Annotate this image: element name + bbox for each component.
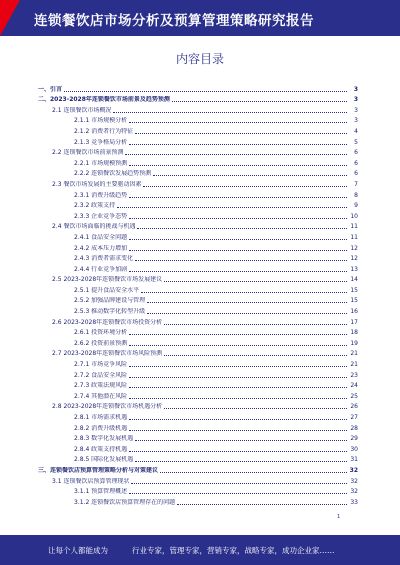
- toc-entry-title: 2.8.2 消费升级机遇: [74, 424, 128, 432]
- toc-entry-page: 24: [350, 382, 358, 390]
- toc-entry-title: 2.1.2 消费者行为特征: [74, 127, 134, 135]
- toc-entry-title: 2.3.3 企业竞争态势: [74, 212, 128, 220]
- toc-leader-dots: [129, 376, 347, 378]
- toc-entry[interactable]: [38, 274, 358, 285]
- toc-leader-dots: [164, 280, 347, 282]
- toc-entry-title: 2.4.1 食品安全问题: [74, 233, 128, 241]
- toc-entry-page: 11: [350, 233, 358, 241]
- toc-entry-title: 3.1.1 预算管理概述: [74, 488, 128, 496]
- toc-entry-page: 6: [354, 159, 358, 167]
- toc-leader-dots: [172, 100, 347, 102]
- toc-entry-page: 11: [350, 223, 358, 231]
- toc-entry-title: 2.5.3 推动数字化转型升级: [74, 308, 146, 316]
- toc-entry-title: 2.7.2 食品安全风险: [74, 371, 128, 379]
- toc-entry[interactable]: [38, 327, 358, 338]
- toc-leader-dots: [135, 132, 347, 134]
- toc-entry-title: 3.1.2 连锁餐饮店预算管理存在的问题: [74, 498, 176, 506]
- toc-entry[interactable]: [38, 221, 358, 232]
- toc-entry-title: 2.5.2 加强品牌建设与管理: [74, 297, 146, 305]
- toc-entry[interactable]: [38, 147, 358, 158]
- toc-leader-dots: [129, 344, 347, 346]
- toc-entry[interactable]: [38, 411, 358, 422]
- toc-entry[interactable]: [38, 358, 358, 369]
- toc-entry[interactable]: [38, 168, 358, 179]
- toc-leader-dots: [177, 503, 347, 505]
- toc-leader-dots: [129, 270, 347, 272]
- toc-entry-page: 6: [354, 149, 358, 157]
- toc-entry[interactable]: [38, 454, 358, 465]
- toc-leader-dots: [135, 439, 347, 441]
- toc-entry-title: 2.5.1 提升食品安全水平: [74, 286, 140, 294]
- toc-entry-page: 12: [350, 255, 358, 263]
- toc-entry[interactable]: [38, 189, 358, 200]
- toc-entry[interactable]: [38, 295, 358, 306]
- toc-leader-dots: [129, 429, 347, 431]
- toc-entry-page: 32: [350, 488, 358, 496]
- toc-entry[interactable]: [38, 200, 358, 211]
- toc-leader-dots: [129, 386, 347, 388]
- toc-entry-page: 3: [354, 117, 358, 125]
- toc-entry[interactable]: [38, 369, 358, 380]
- toc-entry-page: 7: [354, 180, 358, 188]
- toc-entry[interactable]: [38, 284, 358, 295]
- toc-entry-page: 15: [350, 286, 358, 294]
- toc-leader-dots: [131, 482, 347, 484]
- toc-entry[interactable]: [38, 348, 358, 359]
- toc-entry[interactable]: [38, 210, 358, 221]
- toc-entry-page: 15: [350, 297, 358, 305]
- toc-entry-title: 2.3 餐饮市场发展的主要驱动因素: [52, 180, 142, 188]
- toc-entry[interactable]: [38, 83, 358, 94]
- toc-entry-page: 30: [350, 445, 358, 453]
- toc-entry-title: 2.7.1 市场竞争风险: [74, 361, 128, 369]
- toc-entry-title: 2.8.3 数字化发展机遇: [74, 435, 134, 443]
- toc-entry[interactable]: [38, 94, 358, 105]
- toc-entry[interactable]: [38, 337, 358, 348]
- toc-entry-page: 28: [350, 424, 358, 432]
- toc-entry[interactable]: [38, 443, 358, 454]
- toc-leader-dots: [141, 291, 347, 293]
- toc-entry-page: 3: [354, 106, 358, 114]
- toc-entry-title: 2.7.4 其他潜在风险: [74, 392, 128, 400]
- toc-entry-page: 17: [350, 318, 358, 326]
- toc-entry[interactable]: [38, 231, 358, 242]
- toc-entry-title: 2.4.4 行业竞争加剧: [74, 265, 128, 273]
- toc-entry-page: 5: [354, 138, 358, 146]
- toc-entry-page: 33: [350, 498, 358, 506]
- toc-entry[interactable]: [38, 104, 358, 115]
- toc-entry-page: 21: [350, 350, 358, 358]
- toc-entry[interactable]: [38, 125, 358, 136]
- toc-entry[interactable]: [38, 486, 358, 497]
- toc-entry-title: 二、2023-2028年连锁餐饮市场前景及趋势预测: [38, 96, 170, 104]
- toc-leader-dots: [164, 354, 347, 356]
- toc-entry[interactable]: [38, 253, 358, 264]
- toc-entry-page: 8: [354, 191, 358, 199]
- toc-leader-dots: [129, 143, 347, 145]
- toc-entry-page: 29: [350, 435, 358, 443]
- toc-leader-dots: [113, 111, 347, 113]
- toc-entry[interactable]: [38, 496, 358, 507]
- toc-leader-dots: [125, 153, 347, 155]
- toc-entry-title: 2.2 连锁餐饮市场前景预测: [52, 149, 124, 157]
- toc-leader-dots: [129, 121, 347, 123]
- toc-entry-page: 14: [350, 276, 358, 284]
- toc-leader-dots: [129, 333, 347, 335]
- toc-leader-dots: [160, 471, 347, 473]
- toc-entry-title: 2.4 餐饮市场面临的挑战与机遇: [52, 223, 136, 231]
- toc-entry-title: 2.8.5 国际化发展机遇: [74, 456, 134, 464]
- toc-entry-page: 12: [350, 244, 358, 252]
- toc-entry[interactable]: [38, 263, 358, 274]
- toc-entry[interactable]: [38, 380, 358, 391]
- toc-heading: 内容目录: [175, 52, 224, 66]
- toc-leader-dots: [137, 227, 347, 229]
- toc-entry[interactable]: [38, 316, 358, 327]
- toc-entry-title: 2.1.1 市场规模分析: [74, 117, 128, 125]
- toc-entry[interactable]: [38, 157, 358, 168]
- footer-bar: [0, 535, 400, 565]
- toc-entry[interactable]: [38, 433, 358, 444]
- toc-entry-page: 4: [354, 127, 358, 135]
- toc-entry-title: 2.7.3 政策法规风险: [74, 382, 128, 390]
- toc-entry[interactable]: [38, 115, 358, 126]
- toc-entry-title: 3.1 连锁餐饮店预算管理现状: [52, 477, 130, 485]
- toc-leader-dots: [129, 238, 347, 240]
- toc-entry-page: 18: [350, 329, 358, 337]
- toc-entry-page: 10: [350, 212, 358, 220]
- toc-leader-dots: [117, 206, 347, 208]
- toc-leader-dots: [153, 174, 347, 176]
- toc-entry-title: 2.1 连锁餐饮市场概况: [52, 106, 112, 114]
- toc-entry-page: 9: [354, 202, 358, 210]
- toc-entry-page: 3: [353, 96, 358, 104]
- toc-entry-title: 2.4.2 成本压力增加: [74, 244, 128, 252]
- toc-entry[interactable]: [38, 464, 358, 475]
- toc-entry-title: 2.1.3 竞争格局分析: [74, 138, 128, 146]
- toc-entry-title: 三、连锁餐饮店预算管理策略分析与对策建议: [38, 466, 159, 474]
- toc-entry[interactable]: [38, 305, 358, 316]
- toc-entry-page: 13: [350, 265, 358, 273]
- toc-leader-dots: [147, 301, 347, 303]
- toc-entry-title: 2.8.4 政策支持机遇: [74, 445, 128, 453]
- report-title: 连锁餐饮店市场分析及预算管理策略研究报告: [34, 13, 314, 29]
- toc-leader-dots: [129, 397, 347, 399]
- toc-entry-title: 2.8 2023-2028年连锁餐饮市场机遇分析: [52, 403, 163, 411]
- toc-entry[interactable]: [38, 136, 358, 147]
- toc-entry-page: 23: [350, 371, 358, 379]
- toc-entry-page: 32: [350, 477, 358, 485]
- toc-entry-page: 6: [354, 170, 358, 178]
- toc-entry[interactable]: [38, 242, 358, 253]
- toc-leader-dots: [129, 492, 347, 494]
- toc-leader-dots: [129, 418, 347, 420]
- toc-leader-dots: [143, 185, 347, 187]
- footer-slogan: 让每个人都能成为: [48, 546, 108, 555]
- header-bar: [0, 0, 400, 36]
- toc-entry-page: 19: [350, 339, 358, 347]
- toc-entry-title: 2.3.1 消费升级趋势: [74, 191, 128, 199]
- toc-entry-title: 2.5 2023-2028年连锁餐饮市场发展建议: [52, 276, 163, 284]
- toc-entry-title: 2.6.1 投资环境分析: [74, 329, 128, 337]
- toc-entry-title: 2.6 2023-2028年连锁餐饮市场投资分析: [52, 318, 163, 326]
- toc-leader-dots: [129, 365, 347, 367]
- toc-entry-title: 一、引言: [38, 85, 63, 93]
- toc-leader-dots: [129, 164, 347, 166]
- header-accent: [0, 0, 20, 36]
- toc-entry-title: 2.4.3 消费者需求变化: [74, 255, 134, 263]
- toc-entry-page: 3: [353, 85, 358, 93]
- toc-entry-title: 2.8.1 市场需求机遇: [74, 414, 128, 421]
- toc-entry-title: 2.2.1 市场规模预测: [74, 159, 128, 167]
- toc-leader-dots: [135, 259, 347, 261]
- toc-entry-title: 2.3.2 政策支持: [74, 202, 116, 210]
- toc-entry-page: 32: [349, 466, 358, 474]
- toc-leader-dots: [129, 450, 347, 452]
- toc-entry-title: 2.7 2023-2028年连锁餐饮市场风险预测: [52, 350, 163, 358]
- toc-entry-title: 2.2.2 连锁餐饮发展趋势预测: [74, 170, 152, 178]
- toc-entry-page: 26: [350, 403, 358, 411]
- toc-leader-dots: [147, 312, 347, 314]
- table-of-contents: [38, 83, 358, 507]
- toc-entry-page: 27: [350, 414, 358, 421]
- toc-leader-dots: [129, 196, 347, 198]
- toc-entry-page: 25: [350, 392, 358, 400]
- toc-entry[interactable]: [38, 401, 358, 412]
- toc-entry-page: 21: [350, 361, 358, 369]
- toc-entry[interactable]: [38, 422, 358, 433]
- toc-entry[interactable]: [38, 475, 358, 486]
- toc-entry-page: 16: [350, 308, 358, 316]
- toc-leader-dots: [164, 323, 347, 325]
- toc-leader-dots: [64, 90, 347, 92]
- toc-leader-dots: [135, 460, 347, 462]
- toc-leader-dots: [129, 249, 347, 251]
- toc-entry-title: 2.6.2 投资前景预测: [74, 339, 128, 347]
- toc-leader-dots: [164, 407, 347, 409]
- toc-entry[interactable]: [38, 390, 358, 401]
- toc-entry[interactable]: [38, 178, 358, 189]
- footer-tagline: 行业专家，管理专家，营销专家，战略专家，成功企业家……: [132, 546, 335, 555]
- toc-leader-dots: [129, 217, 347, 219]
- page-marker: 1: [337, 514, 341, 520]
- toc-entry-page: 31: [350, 456, 358, 464]
